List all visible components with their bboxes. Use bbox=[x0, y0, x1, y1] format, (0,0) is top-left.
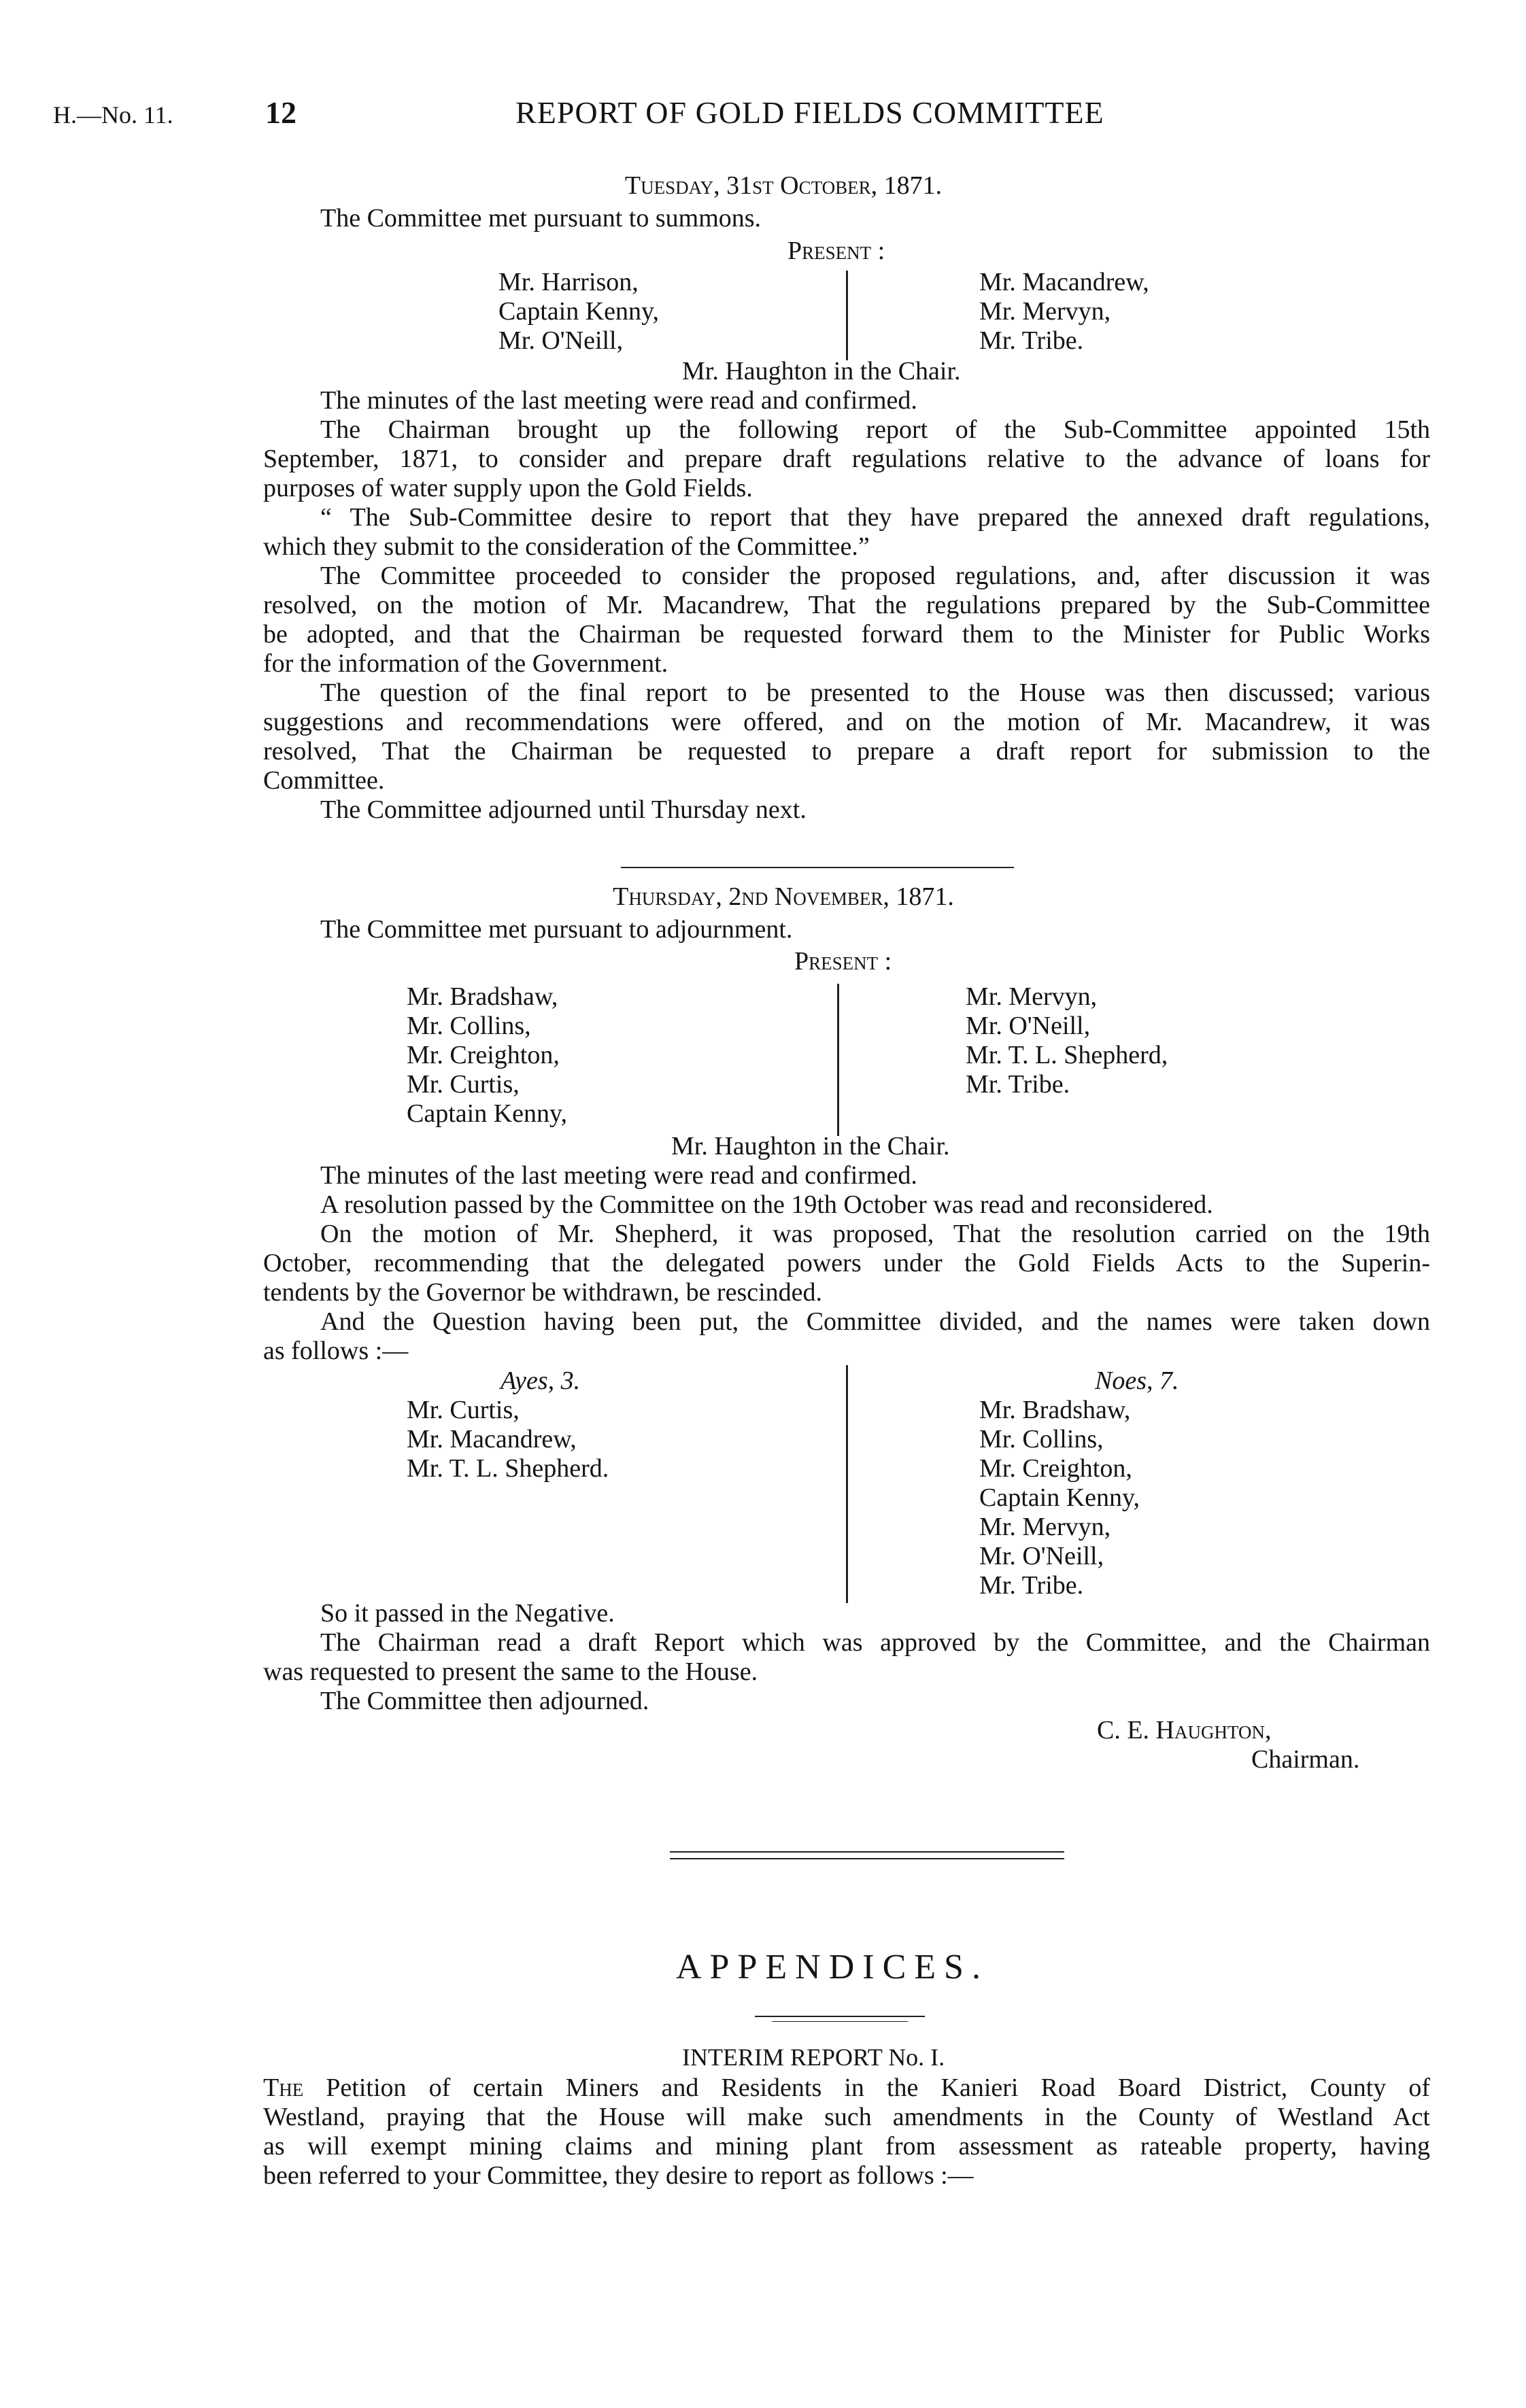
attendee: Mr. T. L. Shepherd, bbox=[966, 1041, 1168, 1069]
voter: Mr. Macandrew, bbox=[407, 1425, 577, 1454]
column-divider bbox=[837, 984, 839, 1136]
meeting1-present-left bbox=[498, 268, 659, 356]
attendee: Mr. Macandrew, bbox=[979, 268, 1149, 296]
meeting2-present-left bbox=[407, 982, 567, 1129]
signature-name: C. E. Haughton, bbox=[1097, 1716, 1272, 1744]
meeting2-paragraph: The Committee then adjourned. bbox=[320, 1687, 649, 1715]
section-divider bbox=[670, 1858, 1064, 1859]
meeting2-paragraph: A resolution passed by the Committee on the 19th October was read and reconsidered. bbox=[320, 1190, 1213, 1219]
meeting2-paragraph: The minutes of the last meeting were read and confirmed. bbox=[320, 1161, 917, 1190]
section-divider bbox=[670, 1851, 1064, 1853]
column-divider bbox=[846, 271, 848, 360]
attendee: Captain Kenny, bbox=[407, 1099, 568, 1128]
noes-column bbox=[979, 1366, 1179, 1600]
meeting2-intro: The Committee met pursuant to adjournment. bbox=[320, 915, 793, 944]
voter: Mr. Creighton, bbox=[979, 1454, 1132, 1483]
meeting1-chair: Mr. Haughton in the Chair. bbox=[682, 357, 961, 385]
meeting1-paragraph: The Chairman brought up the following report of the Sub-Committee appointed 15th September, 1871, to consider and prepare draft regulations relative to the advance of loans for purposes of water supply upon the Gold Fields. bbox=[263, 415, 1430, 502]
meeting2-present-label: Present : bbox=[794, 947, 892, 976]
section-divider bbox=[621, 867, 1014, 868]
meeting2-present-right bbox=[966, 982, 1168, 1099]
attendee: Mr. Curtis, bbox=[407, 1070, 520, 1099]
section-divider bbox=[772, 2021, 908, 2022]
attendee: Captain Kenny, bbox=[498, 297, 660, 326]
section-divider bbox=[755, 2016, 925, 2017]
meeting1-paragraph: The Committee adjourned until Thursday next. bbox=[320, 795, 807, 824]
voter: Captain Kenny, bbox=[979, 1483, 1140, 1512]
meeting1-paragraph: The question of the final report to be presented to the House was then discussed; various suggestions and recommendations were offered, and on the motion of Mr. Macandrew, it was resolved, That the Chairman be requested to prepare a draft report for submission to the Committee. bbox=[263, 678, 1430, 795]
attendee: Mr. Tribe. bbox=[979, 326, 1084, 355]
page-title: REPORT OF GOLD FIELDS COMMITTEE bbox=[515, 95, 1104, 130]
meeting2-paragraph: The Chairman read a draft Report which was approved by the Committee, and the Chairman was requested to present the same to the House. bbox=[263, 1628, 1430, 1686]
meeting1-present-label: Present : bbox=[787, 237, 885, 265]
voter: Mr. T. L. Shepherd. bbox=[407, 1454, 609, 1483]
attendee: Mr. Harrison, bbox=[498, 268, 639, 296]
noes-label: Noes, 7. bbox=[1095, 1366, 1179, 1395]
attendee: Mr. O'Neill, bbox=[966, 1012, 1091, 1040]
voter: Mr. Curtis, bbox=[407, 1396, 520, 1424]
interim-report-heading: INTERIM REPORT No. I. bbox=[682, 2044, 945, 2071]
page-number: 12 bbox=[265, 95, 296, 130]
appendices-heading: APPENDICES. bbox=[676, 1948, 989, 1986]
signature-title: Chairman. bbox=[1251, 1745, 1360, 1774]
attendee: Mr. Tribe. bbox=[966, 1070, 1070, 1099]
voter: Mr. O'Neill, bbox=[979, 1542, 1104, 1570]
meeting1-paragraph: The minutes of the last meeting were read and confirmed. bbox=[320, 386, 917, 415]
meeting2-paragraph: On the motion of Mr. Shepherd, it was proposed, That the resolution carried on the 19th October, recommending that the delegated powers under the Gold Fields Acts to the Superin- tendents by the Governor be withdrawn, be rescinded. bbox=[263, 1220, 1430, 1307]
attendee: Mr. Bradshaw, bbox=[407, 982, 558, 1011]
document-reference: H.—No. 11. bbox=[53, 101, 173, 128]
meeting1-present-right bbox=[979, 268, 1149, 356]
voter: Mr. Tribe. bbox=[979, 1571, 1084, 1600]
appendix-first-word: The bbox=[263, 2074, 304, 2102]
attendee: Mr. Creighton, bbox=[407, 1041, 560, 1069]
attendee: Mr. Mervyn, bbox=[979, 297, 1111, 326]
voter: Mr. Mervyn, bbox=[979, 1513, 1111, 1541]
column-divider bbox=[846, 1365, 848, 1603]
meeting1-paragraph: “ The Sub-Committee desire to report that they have prepared the annexed draft regulations, which they submit to the consideration of the Committee.” bbox=[263, 503, 1430, 561]
voter: Mr. Collins, bbox=[979, 1425, 1104, 1454]
ayes-label: Ayes, 3. bbox=[501, 1366, 581, 1395]
appendix-body: The Petition of certain Miners and Residents in the Kanieri Road Board District, County of Westland, praying that the House will make such amendments in the County of Westland Act as will exempt mining claims and mining plant from assessment as rateable property, having been referred to your Committee, they desire to report as follows :— bbox=[263, 2074, 1430, 2190]
meeting1-date: Tuesday, 31st October, 1871. bbox=[624, 171, 943, 200]
meeting2-paragraph: And the Question having been put, the Committee divided, and the names were taken down as follows :— bbox=[263, 1307, 1430, 1365]
voter: Mr. Bradshaw, bbox=[979, 1396, 1131, 1424]
attendee: Mr. Mervyn, bbox=[966, 982, 1098, 1011]
meeting1-intro: The Committee met pursuant to summons. bbox=[320, 204, 762, 233]
meeting2-chair: Mr. Haughton in the Chair. bbox=[671, 1132, 950, 1160]
attendee: Mr. Collins, bbox=[407, 1012, 531, 1040]
meeting2-paragraph: So it passed in the Negative. bbox=[320, 1599, 615, 1628]
ayes-column bbox=[407, 1366, 609, 1483]
attendee: Mr. O'Neill, bbox=[498, 326, 624, 355]
meeting1-paragraph: The Committee proceeded to consider the proposed regulations, and, after discussion it was resolved, on the motion of Mr. Macandrew, That the regulations prepared by the Sub-Committee be adopted, and that the Chairman be requested forward them to the Minister for Public Works for the information of the Government. bbox=[263, 562, 1430, 678]
meeting2-date: Thursday, 2nd November, 1871. bbox=[613, 882, 954, 911]
